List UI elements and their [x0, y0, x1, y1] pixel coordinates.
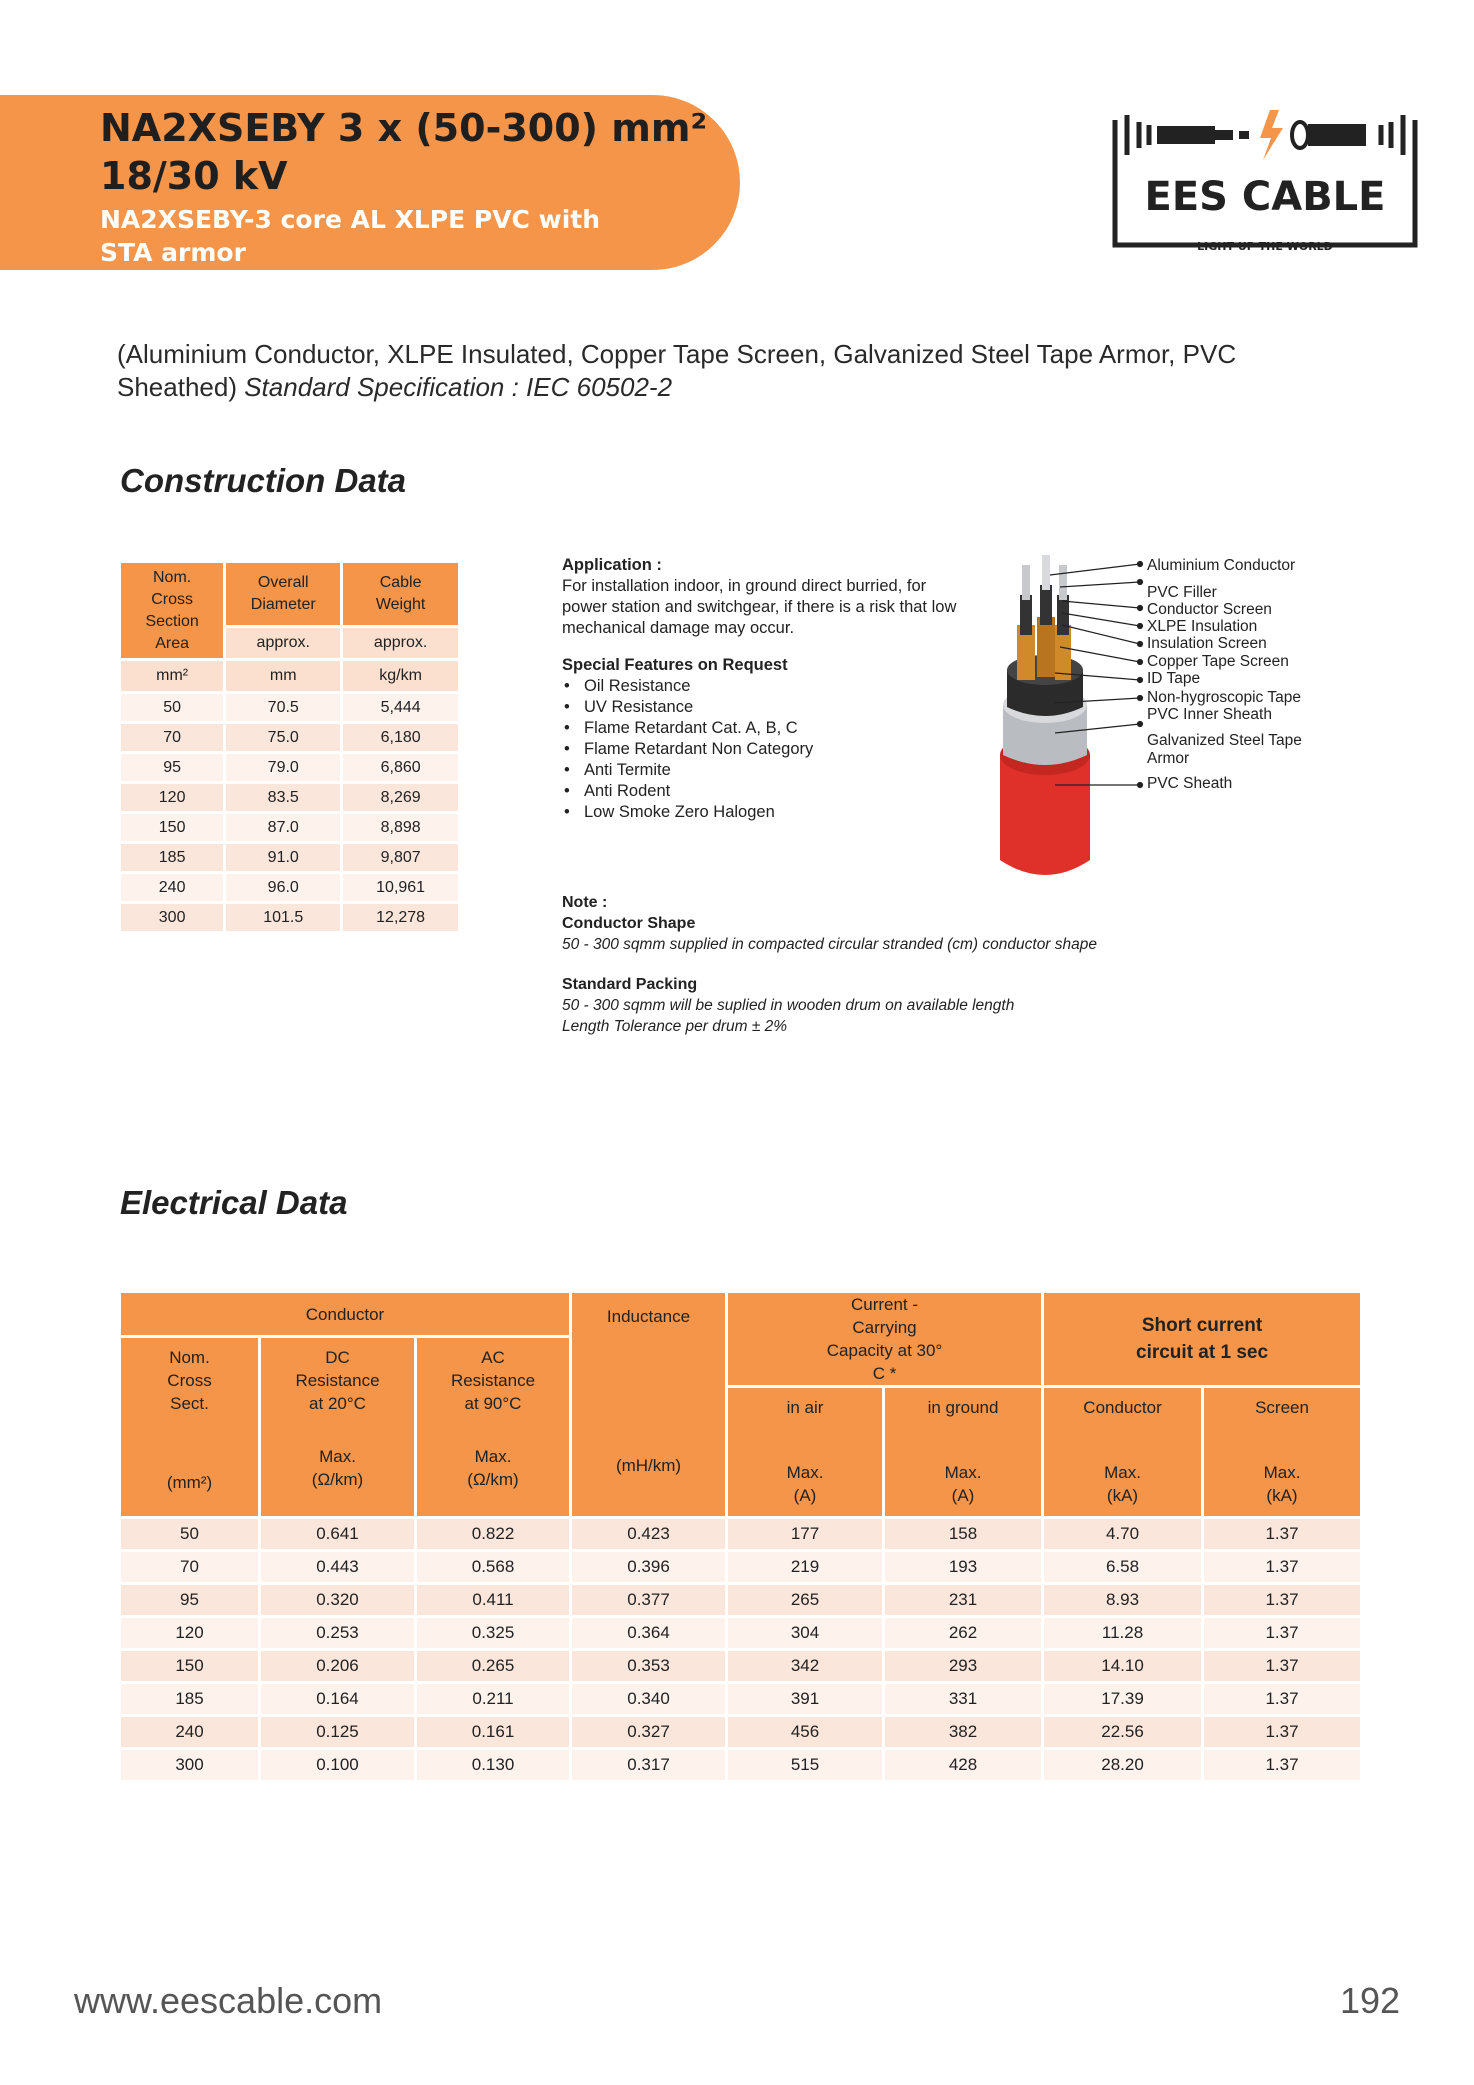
- table-cell: 193: [884, 1551, 1043, 1584]
- table-cell: 79.0: [225, 753, 342, 783]
- table-cell: 50: [120, 693, 225, 723]
- table-cell: 456: [727, 1716, 884, 1749]
- standard-packing-heading: Standard Packing: [562, 976, 698, 993]
- construction-table: [118, 560, 461, 934]
- table-cell: 1.37: [1203, 1650, 1362, 1683]
- table-cell: 6,860: [342, 753, 460, 783]
- table-cell: 0.325: [416, 1617, 571, 1650]
- table-cell: 0.130: [416, 1749, 571, 1782]
- table-cell: 4.70: [1043, 1518, 1203, 1551]
- application-text: For installation indoor, in ground direct burried, for power station and switchgear, if there is a risk that low mechanical damage may occur.: [562, 577, 957, 637]
- note-heading: Note :: [562, 894, 608, 911]
- note-block: [562, 892, 1262, 1037]
- table-cell: 0.164: [260, 1683, 416, 1716]
- label-leader-lines: [1040, 555, 1150, 795]
- table-cell: 1.37: [1203, 1716, 1362, 1749]
- table-cell: 1.37: [1203, 1749, 1362, 1782]
- group-conductor: Conductor: [120, 1292, 571, 1337]
- page-number: 192: [1340, 1980, 1401, 2021]
- table-cell: 70: [120, 723, 225, 753]
- table-cell: 0.206: [260, 1650, 416, 1683]
- table-cell: 0.340: [571, 1683, 727, 1716]
- table-cell: 0.396: [571, 1551, 727, 1584]
- table-cell: 50: [120, 1518, 260, 1551]
- table-row: [120, 1584, 1362, 1617]
- unit-cell: mm: [225, 660, 342, 693]
- intro-text: [117, 338, 1357, 404]
- table-cell: 87.0: [225, 813, 342, 843]
- table-cell: 95: [120, 1584, 260, 1617]
- table-row: [120, 1551, 1362, 1584]
- table-cell: 300: [120, 903, 225, 933]
- table-cell: 293: [884, 1650, 1043, 1683]
- table-row: [120, 753, 460, 783]
- table-cell: 0.253: [260, 1617, 416, 1650]
- table-cell: 70: [120, 1551, 260, 1584]
- table-row: [120, 1650, 1362, 1683]
- table-cell: 95: [120, 753, 225, 783]
- table-cell: 300: [120, 1749, 260, 1782]
- group-current-capacity: Current - Carrying Capacity at 30° C *: [727, 1292, 1043, 1387]
- standard-spec: Standard Specification : IEC 60502-2: [244, 372, 673, 402]
- conductor-shape-text: 50 - 300 sqmm supplied in compacted circular stranded (cm) conductor shape: [562, 936, 1098, 953]
- table-row: [120, 873, 460, 903]
- construction-heading: Construction Data: [120, 462, 407, 499]
- table-cell: 0.161: [416, 1716, 571, 1749]
- group-short-circuit: Short current circuit at 1 sec: [1043, 1292, 1362, 1387]
- group-inductance: Inductance (mH/km): [571, 1292, 727, 1518]
- table-cell: 0.100: [260, 1749, 416, 1782]
- table-row: [120, 843, 460, 873]
- table-cell: 0.377: [571, 1584, 727, 1617]
- table-cell: 0.125: [260, 1716, 416, 1749]
- table-row: [120, 1716, 1362, 1749]
- table-cell: 304: [727, 1617, 884, 1650]
- application-block: [562, 555, 962, 823]
- table-cell: 240: [120, 873, 225, 903]
- conductor-shape-heading: Conductor Shape: [562, 915, 696, 932]
- table-row: [120, 1749, 1362, 1782]
- table-cell: 101.5: [225, 903, 342, 933]
- table-cell: 150: [120, 813, 225, 843]
- table-cell: 1.37: [1203, 1683, 1362, 1716]
- table-cell: 0.641: [260, 1518, 416, 1551]
- table-cell: 8.93: [1043, 1584, 1203, 1617]
- table-cell: 14.10: [1043, 1650, 1203, 1683]
- table-cell: 10,961: [342, 873, 460, 903]
- table-cell: 185: [120, 1683, 260, 1716]
- col-in-air: in air Max. (A): [727, 1387, 884, 1518]
- table-cell: 262: [884, 1617, 1043, 1650]
- table-cell: 8,898: [342, 813, 460, 843]
- table-cell: 185: [120, 843, 225, 873]
- table-cell: 1.37: [1203, 1518, 1362, 1551]
- table-cell: 5,444: [342, 693, 460, 723]
- table-cell: 0.265: [416, 1650, 571, 1683]
- table-cell: 11.28: [1043, 1617, 1203, 1650]
- table-cell: 120: [120, 1617, 260, 1650]
- table-cell: 265: [727, 1584, 884, 1617]
- unit-cell: kg/km: [342, 660, 460, 693]
- col-ac-resistance: AC Resistance at 90°C Max. (Ω/km): [416, 1337, 571, 1518]
- col-short-screen: Screen Max. (kA): [1203, 1387, 1362, 1518]
- table-cell: 240: [120, 1716, 260, 1749]
- table-cell: 428: [884, 1749, 1043, 1782]
- brand-tagline: LIGHT UP THE WORLD: [1197, 240, 1333, 253]
- col-in-ground: in ground Max. (A): [884, 1387, 1043, 1518]
- table-cell: 0.353: [571, 1650, 727, 1683]
- table-cell: 515: [727, 1749, 884, 1782]
- standard-packing-text: 50 - 300 sqmm will be suplied in wooden drum on available length: [562, 997, 1015, 1014]
- label-galvanized-steel-tape-armor: Galvanized Steel Tape Armor: [1147, 732, 1302, 767]
- table-cell: 0.317: [571, 1749, 727, 1782]
- header-nom-cross-section: Nom. Cross Section Area: [120, 562, 225, 660]
- label-pvc-sheath: PVC Sheath: [1147, 775, 1233, 792]
- table-cell: 120: [120, 783, 225, 813]
- application-heading: Application :: [562, 556, 662, 574]
- header-overall-diameter: Overall Diameter: [225, 562, 342, 627]
- table-cell: 342: [727, 1650, 884, 1683]
- feature-item: • UV Resistance: [584, 697, 962, 718]
- feature-item: • Anti Termite: [584, 760, 962, 781]
- table-row: [120, 1518, 1362, 1551]
- table-cell: 0.411: [416, 1584, 571, 1617]
- table-row: [120, 1617, 1362, 1650]
- table-cell: 0.320: [260, 1584, 416, 1617]
- table-cell: 12,278: [342, 903, 460, 933]
- electrical-heading: Electrical Data: [120, 1184, 348, 1221]
- label-insulation-screen: Insulation Screen: [1147, 635, 1267, 652]
- approx-label: approx.: [342, 627, 460, 660]
- label-id-tape: ID Tape: [1147, 670, 1201, 687]
- header-cable-weight: Cable Weight: [342, 562, 460, 627]
- electrical-table: [118, 1290, 1363, 1783]
- feature-item: • Flame Retardant Cat. A, B, C: [584, 718, 962, 739]
- table-cell: 96.0: [225, 873, 342, 903]
- table-cell: 0.423: [571, 1518, 727, 1551]
- table-cell: 231: [884, 1584, 1043, 1617]
- label-pvc-filler: PVC Filler: [1147, 584, 1217, 601]
- label-non-hygroscopic-tape: Non-hygroscopic Tape: [1147, 689, 1301, 706]
- col-short-conductor: Conductor Max. (kA): [1043, 1387, 1203, 1518]
- col-dc-resistance: DC Resistance at 20°C Max. (Ω/km): [260, 1337, 416, 1518]
- table-cell: 150: [120, 1650, 260, 1683]
- features-list: [562, 676, 962, 823]
- table-row: [120, 1683, 1362, 1716]
- table-cell: 0.443: [260, 1551, 416, 1584]
- brand-name: EES CABLE: [1144, 174, 1386, 220]
- brand-logo: [1095, 100, 1430, 260]
- label-copper-tape-screen: Copper Tape Screen: [1147, 653, 1289, 670]
- label-pvc-inner-sheath: PVC Inner Sheath: [1147, 706, 1272, 723]
- table-cell: 331: [884, 1683, 1043, 1716]
- feature-item: • Oil Resistance: [584, 676, 962, 697]
- table-cell: 1.37: [1203, 1551, 1362, 1584]
- table-cell: 0.822: [416, 1518, 571, 1551]
- table-row: [120, 693, 460, 723]
- table-cell: 0.568: [416, 1551, 571, 1584]
- product-subtitle: NA2XSEBY-3 core AL XLPE PVC with STA armor: [100, 205, 601, 267]
- table-row: [120, 783, 460, 813]
- feature-item: • Low Smoke Zero Halogen: [584, 802, 962, 823]
- table-cell: 8,269: [342, 783, 460, 813]
- length-tolerance-text: Length Tolerance per drum ± 2%: [562, 1018, 788, 1035]
- label-conductor-screen: Conductor Screen: [1147, 601, 1272, 618]
- table-cell: 219: [727, 1551, 884, 1584]
- table-cell: 28.20: [1043, 1749, 1203, 1782]
- cable-description: (Aluminium Conductor, XLPE Insulated, Copper Tape Screen, Galvanized Steel Tape Armor, PVC Sheathed): [117, 339, 1237, 402]
- feature-item: • Anti Rodent: [584, 781, 962, 802]
- table-cell: 0.364: [571, 1617, 727, 1650]
- table-cell: 70.5: [225, 693, 342, 723]
- product-title: NA2XSEBY 3 x (50-300) mm² 18/30 kV: [100, 106, 708, 198]
- table-cell: 6.58: [1043, 1551, 1203, 1584]
- footer-website: www.eescable.com: [74, 1980, 383, 2021]
- label-aluminium-conductor: Aluminium Conductor: [1147, 557, 1296, 574]
- table-cell: 1.37: [1203, 1584, 1362, 1617]
- table-cell: 1.37: [1203, 1617, 1362, 1650]
- table-cell: 22.56: [1043, 1716, 1203, 1749]
- table-cell: 91.0: [225, 843, 342, 873]
- table-cell: 75.0: [225, 723, 342, 753]
- col-nom-cross-sect: Nom. Cross Sect. (mm²): [120, 1337, 260, 1518]
- table-cell: 6,180: [342, 723, 460, 753]
- table-row: [120, 813, 460, 843]
- table-row: [120, 903, 460, 933]
- features-heading: Special Features on Request: [562, 656, 788, 674]
- table-row: [120, 723, 460, 753]
- table-cell: 0.327: [571, 1716, 727, 1749]
- table-cell: 9,807: [342, 843, 460, 873]
- table-cell: 0.211: [416, 1683, 571, 1716]
- label-xlpe-insulation: XLPE Insulation: [1147, 618, 1258, 635]
- table-cell: 391: [727, 1683, 884, 1716]
- feature-item: • Flame Retardant Non Category: [584, 739, 962, 760]
- table-cell: 382: [884, 1716, 1043, 1749]
- unit-cell: mm²: [120, 660, 225, 693]
- approx-label: approx.: [225, 627, 342, 660]
- table-cell: 177: [727, 1518, 884, 1551]
- table-cell: 83.5: [225, 783, 342, 813]
- table-cell: 17.39: [1043, 1683, 1203, 1716]
- table-cell: 158: [884, 1518, 1043, 1551]
